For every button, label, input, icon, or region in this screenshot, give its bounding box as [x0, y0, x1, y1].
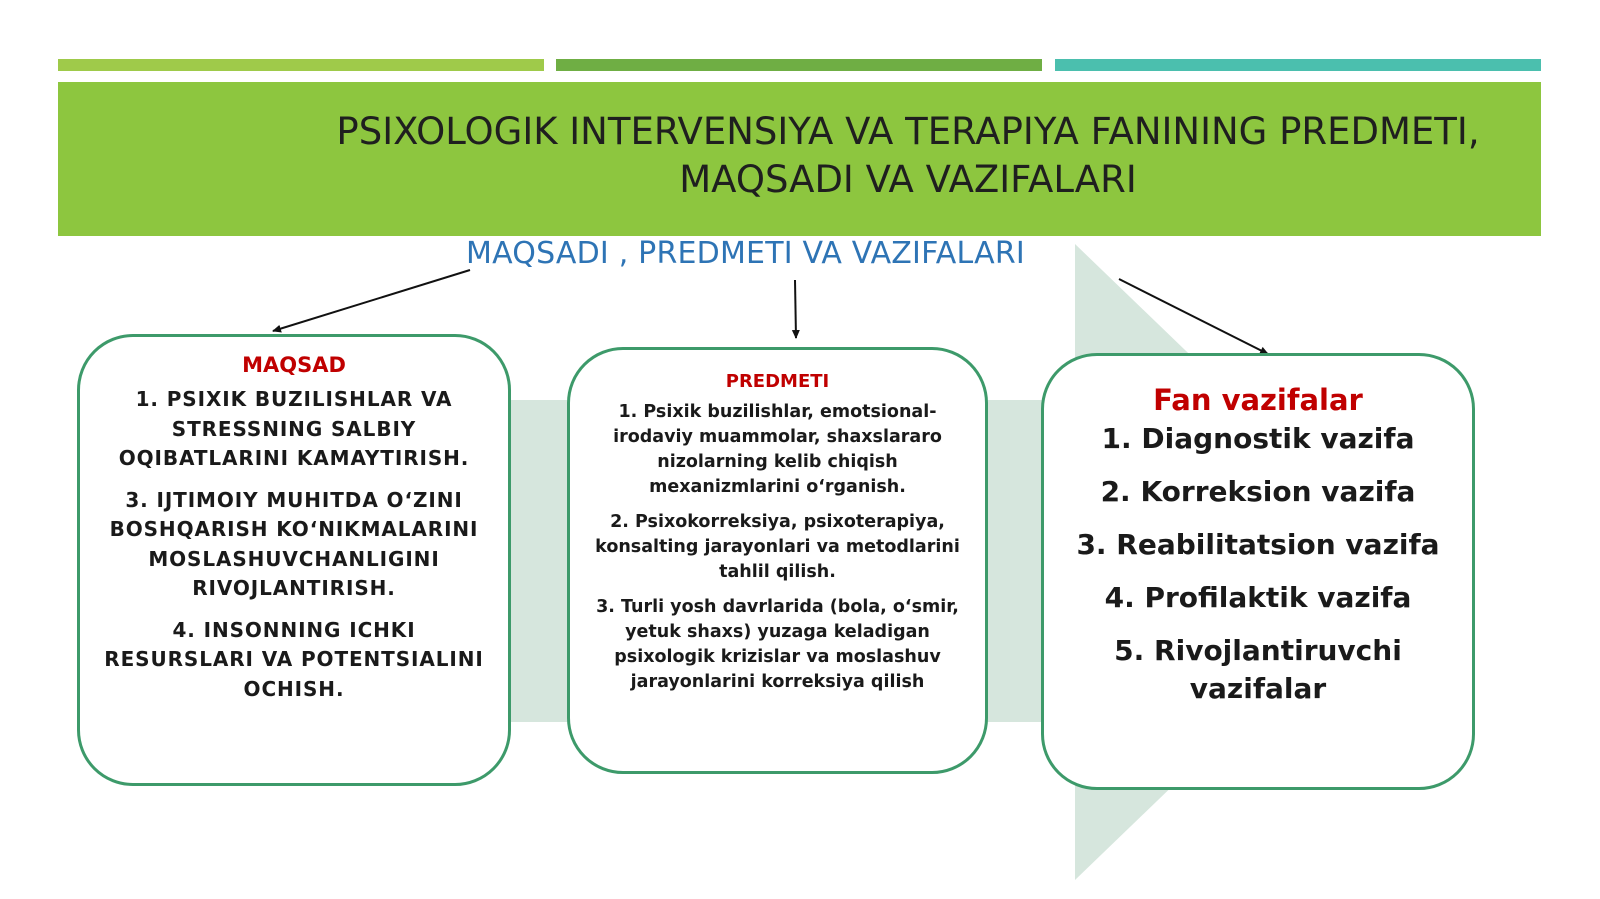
fan-vazifa-item: 1. Diagnostik vazifa — [1101, 422, 1415, 455]
slide-subtitle: MAQSADI , PREDMETI VA VAZIFALARI — [466, 236, 1025, 271]
top-accent-bar-left — [58, 59, 544, 71]
fan-vazifa-item: 4. Profilaktik vazifa — [1104, 581, 1412, 614]
fan-vazifa-item: 3. Reabilitatsion vazifa — [1076, 528, 1440, 561]
fan-vazifalar-title: Fan vazifalar — [1153, 383, 1363, 417]
maqsad-item: 4. INSONNING ICHKI RESURSLARI VA POTENTSIALINI OCHISH. — [104, 617, 484, 701]
maqsad-box — [77, 334, 511, 786]
fan-vazifalar-box — [1041, 353, 1475, 790]
slide-title: PSIXOLOGIK INTERVENSIYA VA TERAPIYA FANINING PREDMETI, MAQSADI VA VAZIFALARI — [336, 110, 1480, 201]
fan-vazifa-item: 2. Korreksion vazifa — [1100, 475, 1416, 508]
title-banner — [58, 82, 1541, 236]
arrow-to-predmet — [795, 280, 796, 338]
maqsad-item: 3. IJTIMOIY MUHITDA O‘ZINI BOSHQARISH KO‘NIKMALARINI MOSLASHUVCHANLIGINI RIVOJLANTIRISH. — [109, 487, 479, 600]
predmet-item: 1. Psixik buzilishlar, emotsional-irodaviy muammolar, shaxslararo nizolarning kelib chiqish mexanizmlarini o‘rganish. — [613, 402, 942, 497]
top-accent-bar-middle — [556, 59, 1042, 71]
maqsad-item: 1. PSIXIK BUZILISHLAR VA STRESSNING SALBIY OQIBATLARINI KAMAYTIRISH. — [118, 387, 470, 470]
predmet-item: 3. Turli yosh davrlarida (bola, o‘smir, yetuk shaxs) yuzaga keladigan psixologik krizislar va moslashuv jarayonlarini korreksiya qilish — [596, 597, 959, 692]
arrow-to-maqsad — [273, 270, 470, 331]
fan-vazifa-item: 5. Rivojlantiruvchi vazifalar — [1114, 634, 1402, 705]
top-accent-bar-right — [1055, 59, 1541, 71]
predmet-item: 2. Psixokorreksiya, psixoterapiya, konsalting jarayonlari va metodlarini tahlil qilish. — [595, 512, 960, 582]
predmet-box — [567, 347, 988, 774]
maqsad-title: MAQSAD — [242, 353, 346, 377]
predmet-title: PREDMETI — [725, 371, 830, 392]
